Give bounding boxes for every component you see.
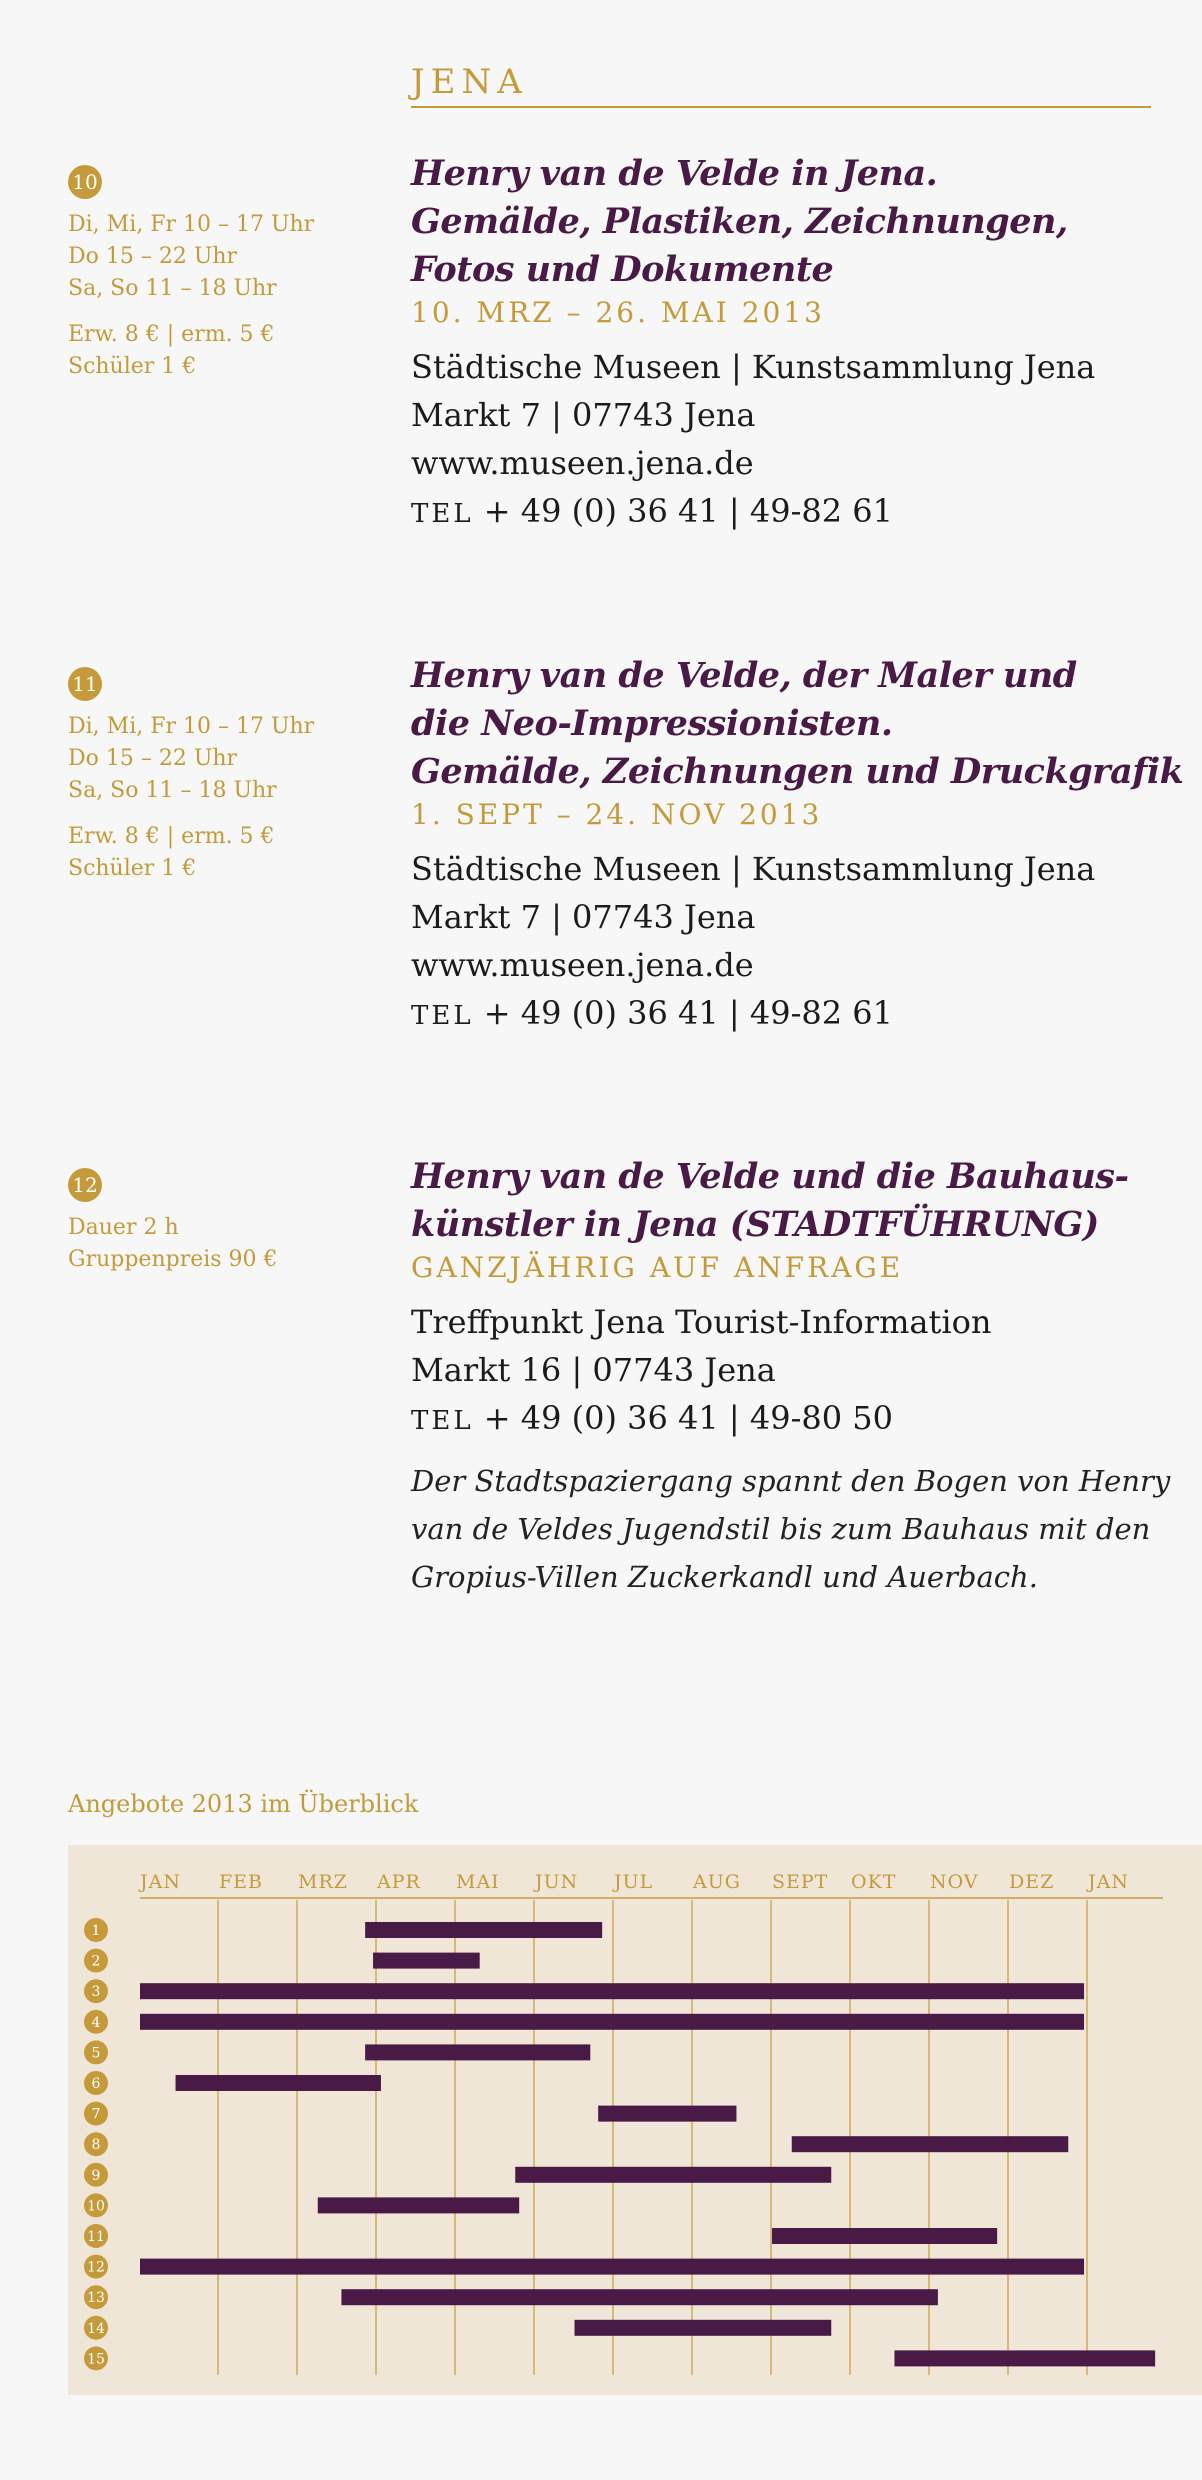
telephone-label: TEL (411, 1406, 474, 1436)
month-label: JUN (535, 1871, 579, 1893)
row-number: 5 (91, 2045, 101, 2062)
month-label: JUL (614, 1871, 654, 1893)
event-description: Der Stadtspaziergang spannt den Bogen von Henry van de Veldes Jugendstil bis zum Bauhaus mit den Gropius-Villen Zuckerkandl und Auerbach. (411, 1464, 1171, 1594)
month-label: NOV (930, 1871, 979, 1893)
timeline-bar (318, 2197, 519, 2213)
opening-hours: Dauer 2 h (68, 1215, 179, 1240)
timeline-bar (575, 2320, 832, 2336)
telephone-number: + 49 (0) 36 41 | 49-82 61 (473, 492, 894, 530)
row-number: 7 (91, 2106, 101, 2123)
month-label: MAI (456, 1871, 500, 1893)
row-number: 15 (87, 2351, 105, 2368)
overview-chart (68, 1845, 1202, 2395)
timeline-bar (176, 2075, 381, 2091)
event-details (411, 1153, 1191, 1601)
opening-hours: Gruppenpreis 90 € (68, 1247, 278, 1272)
section-title: JENA (411, 62, 1151, 108)
row-number: 12 (87, 2259, 105, 2276)
event-date: GANZJÄHRIG AUF ANFRAGE (411, 1251, 904, 1284)
telephone-label: TEL (411, 1001, 474, 1031)
event-title: Henry van de Velde in Jena. (411, 153, 938, 194)
row-number: 2 (91, 1953, 101, 1970)
opening-hours: Di, Mi, Fr 10 – 17 Uhr (68, 212, 315, 237)
timeline-bar (792, 2136, 1069, 2152)
website-link[interactable]: www.museen.jena.de (411, 946, 754, 984)
event-sidebar (68, 667, 388, 885)
month-label: OKT (851, 1871, 897, 1893)
event-sidebar (68, 1168, 388, 1276)
telephone-label: TEL (411, 499, 474, 529)
month-label: MRZ (298, 1871, 348, 1893)
address-line: Städtische Museen | Kunstsammlung Jena (411, 850, 1096, 888)
timeline-bar (373, 1953, 480, 1969)
timeline-bar (140, 2259, 1084, 2275)
month-label: DEZ (1009, 1871, 1055, 1893)
gantt-svg (68, 1845, 1202, 2395)
month-label: APR (377, 1871, 421, 1893)
event-details (411, 150, 1191, 538)
opening-hours: Sa, So 11 – 18 Uhr (68, 778, 277, 803)
row-number: 14 (87, 2320, 105, 2337)
price-info: Schüler 1 € (68, 354, 197, 379)
row-number: 13 (87, 2290, 105, 2307)
opening-hours: Sa, So 11 – 18 Uhr (68, 276, 277, 301)
month-label: JAN (1088, 1871, 1129, 1893)
event-number-badge: 11 (68, 667, 102, 701)
row-number: 8 (91, 2137, 101, 2154)
row-number: 1 (91, 1923, 101, 1939)
address-line: Markt 16 | 07743 Jena (411, 1351, 776, 1389)
row-number: 3 (91, 1984, 101, 2001)
event-title: die Neo-Impressionisten. (411, 703, 893, 744)
timeline-bar (894, 2350, 1155, 2366)
month-label: JAN (140, 1871, 181, 1893)
event-title: Gemälde, Zeichnungen und Druckgrafik (411, 751, 1184, 792)
timeline-bar (341, 2289, 937, 2305)
telephone-number: + 49 (0) 36 41 | 49-82 61 (473, 994, 894, 1032)
event-number-badge: 10 (68, 165, 102, 199)
row-number: 9 (91, 2167, 101, 2184)
telephone (411, 989, 1191, 1040)
price-info: Schüler 1 € (68, 856, 197, 881)
event-title: Henry van de Velde, der Maler und (411, 655, 1077, 696)
opening-hours: Do 15 – 22 Uhr (68, 244, 238, 269)
row-number: 4 (91, 2014, 101, 2031)
opening-hours: Do 15 – 22 Uhr (68, 746, 238, 771)
row-number: 11 (87, 2229, 105, 2245)
month-label: AUG (693, 1871, 741, 1893)
event-number-badge: 12 (68, 1168, 102, 1202)
timeline-bar (515, 2167, 831, 2183)
address-line: Markt 7 | 07743 Jena (411, 898, 756, 936)
event-title: Gemälde, Plastiken, Zeichnungen, (411, 201, 1068, 242)
telephone (411, 487, 1191, 538)
event-details (411, 652, 1191, 1040)
event-title: Fotos und Dokumente (411, 249, 834, 290)
timeline-bar (598, 2106, 736, 2122)
address-line: Treffpunkt Jena Tourist-Information (411, 1303, 992, 1341)
timeline-bar (140, 1983, 1084, 1999)
telephone (411, 1394, 1191, 1445)
event-sidebar (68, 165, 388, 383)
address-line: Städtische Museen | Kunstsammlung Jena (411, 348, 1096, 386)
row-number: 10 (87, 2198, 105, 2215)
month-label: SEPT (772, 1871, 829, 1893)
address-line: Markt 7 | 07743 Jena (411, 396, 756, 434)
row-number: 6 (91, 2076, 101, 2092)
website-link[interactable]: www.museen.jena.de (411, 444, 754, 482)
timeline-bar (772, 2228, 997, 2244)
event-title: Henry van de Velde und die Bauhaus- (411, 1156, 1129, 1197)
event-title: künstler in Jena (STADTFÜHRUNG) (411, 1204, 1099, 1245)
price-info: Erw. 8 € | erm. 5 € (68, 824, 275, 849)
timeline-bar (365, 2044, 590, 2060)
price-info: Erw. 8 € | erm. 5 € (68, 322, 275, 347)
opening-hours: Di, Mi, Fr 10 – 17 Uhr (68, 714, 315, 739)
timeline-bar (140, 2014, 1084, 2030)
event-date: 10. MRZ – 26. MAI 2013 (411, 296, 825, 329)
chart-title: Angebote 2013 im Überblick (68, 1790, 419, 1818)
timeline-bar (365, 1922, 602, 1938)
telephone-number: + 49 (0) 36 41 | 49-80 50 (473, 1399, 894, 1437)
event-date: 1. SEPT – 24. NOV 2013 (411, 798, 823, 831)
month-label: FEB (219, 1871, 264, 1893)
